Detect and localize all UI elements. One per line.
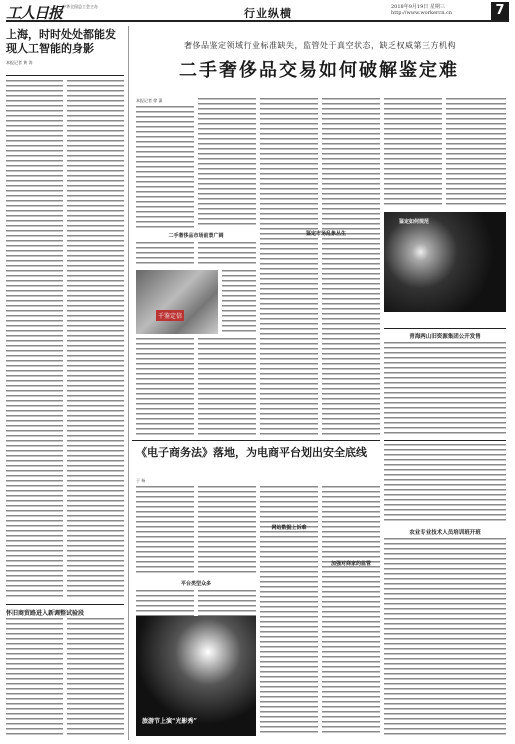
left-article-title: 上海，时时处处都能发现人工智能的身影: [6, 28, 116, 55]
main-subhead-chaos: 鉴定市场乱象丛生: [305, 231, 346, 237]
right-photo-caption: [384, 314, 506, 324]
date: 2018年9月19日 星期三: [391, 4, 445, 10]
left-article-byline: 本报记者 黄 涛: [6, 60, 33, 65]
ecommerce-body-col1a: [136, 486, 194, 576]
divider: [132, 440, 380, 441]
page-number: 7: [491, 2, 509, 20]
main-kicker: 奢侈品鉴定领域行业标准缺失，监管处于真空状态，缺乏权威第三方机构: [184, 41, 456, 50]
right-photo: [384, 212, 506, 312]
night-photo: [136, 616, 256, 736]
main-body-col1c: [136, 338, 194, 436]
divider: [384, 440, 506, 441]
night-photo-title: 旅游节上演“光影秀”: [142, 718, 197, 725]
column-rule: [128, 26, 129, 740]
bottom-left-body-col1: [6, 618, 63, 738]
ecommerce-subhead-platforms: 平台类型众多: [180, 581, 211, 587]
main-body-col2c: [198, 338, 256, 436]
main-body-col6a: [446, 98, 506, 208]
right-brief2-body: [384, 538, 506, 738]
ecommerce-byline: 于 杨: [136, 478, 146, 483]
main-illustration: [136, 270, 218, 334]
ecommerce-subhead-data: 网站数据上诉难: [271, 525, 307, 531]
main-body-col2a: [198, 98, 256, 228]
bottom-left-title: 怀旧商贸路进入新调整试验段: [6, 610, 85, 617]
photo-label: 千鉴定信: [156, 310, 184, 321]
ecommerce-body-col2a: [198, 486, 256, 576]
main-body-col5a: [384, 98, 442, 208]
right-brief1-title: 青海两山旧资源集团公开发售: [409, 334, 481, 340]
ecommerce-body-col4: [322, 486, 380, 736]
main-body-col4: [322, 98, 380, 436]
left-article-body-col2: [67, 80, 124, 600]
main-body-col1b: [136, 242, 194, 266]
main-byline: 本报记者 徐 潇: [136, 98, 163, 103]
section-title: 行业纵横: [244, 7, 292, 20]
bottom-left-body-col2: [67, 618, 124, 738]
masthead: [6, 2, 509, 22]
left-article-header: [6, 28, 124, 76]
right-brief1-body: [384, 342, 506, 436]
left-article-body-col1: [6, 80, 63, 600]
main-subhead-regulate: 鉴定如何规范: [398, 219, 429, 225]
newspaper-logo: 工人日报: [6, 4, 63, 22]
right-brief1-body-cont: [384, 444, 506, 524]
main-subhead-market: 二手奢侈品市场前景广阔: [168, 233, 224, 239]
ecommerce-subhead-supervision: 加强对商家的监管: [330, 561, 371, 567]
main-headline: 二手奢侈品交易如何破解鉴定难: [179, 60, 459, 81]
dateline: [391, 4, 452, 16]
ecommerce-headline: 《电子商务法》落地，为电商平台划出安全底线: [136, 446, 367, 459]
main-body-sidebar: [222, 270, 256, 334]
main-body-col3: [260, 98, 318, 436]
main-body-col1a: [136, 106, 194, 228]
divider: [384, 328, 506, 329]
divider: [6, 604, 124, 605]
right-brief2-title: 农业专业技术人员培训班开班: [409, 530, 481, 536]
main-body-col2b: [198, 242, 256, 266]
url: http://www.workercn.cn: [391, 10, 453, 16]
logo-subtitle: 中华全国总工会主办: [62, 4, 98, 9]
